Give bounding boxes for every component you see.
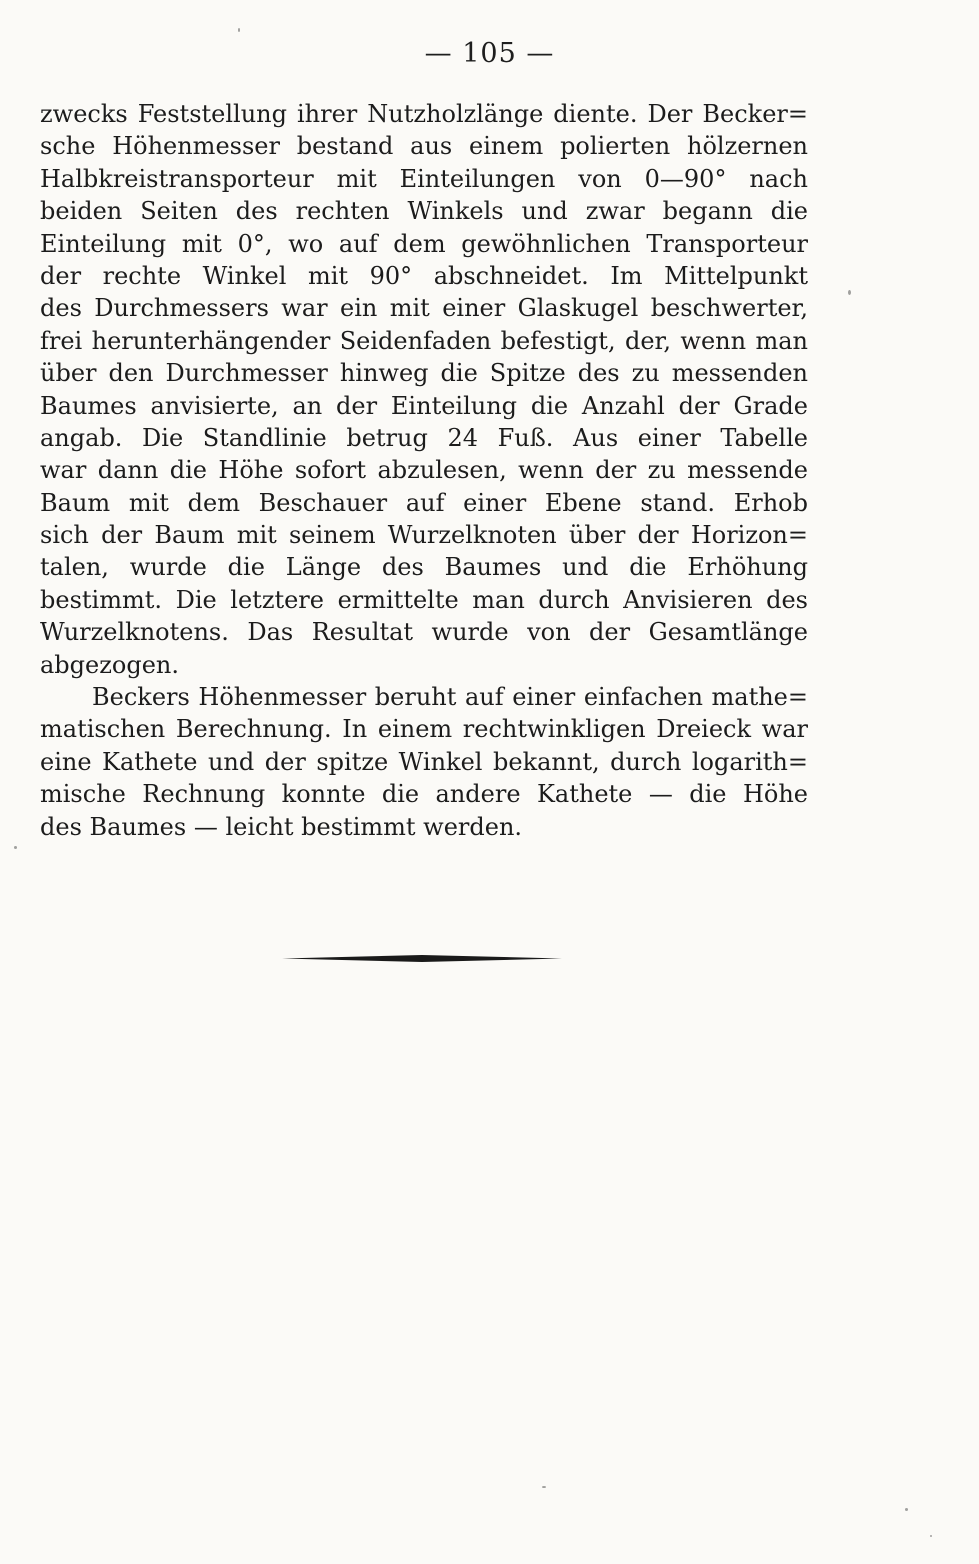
text-line: Wurzelknotens. Das Resultat wurde von der Gesamtlänge (40, 618, 808, 647)
text-line: der rechte Winkel mit 90° abschneidet. Im Mittelpunkt (40, 261, 808, 290)
text-line: eine Kathete und der spitze Winkel bekannt, durch logarith= (40, 747, 808, 776)
text-line: mische Rechnung konnte die andere Kathete — die Höhe (40, 780, 808, 809)
text-line: talen, wurde die Länge des Baumes und die Erhöhung (40, 553, 808, 582)
text-line: matischen Berechnung. In einem rechtwinkligen Dreieck war (40, 715, 808, 744)
paper-speck (238, 28, 240, 32)
text-line: war dann die Höhe sofort abzulesen, wenn der zu messende (40, 456, 808, 485)
paper-speck (905, 1508, 908, 1511)
paper-speck (930, 1535, 932, 1537)
text-line: des Baumes — leicht bestimmt werden. (40, 812, 523, 841)
end-of-chapter-rule (282, 954, 562, 963)
body-text (40, 98, 808, 843)
text-line: Baum mit dem Beschauer auf einer Ebene stand. Erhob (40, 488, 808, 517)
text-line: des Durchmessers war ein mit einer Glaskugel beschwerter, (40, 294, 808, 323)
paragraph-1 (40, 98, 808, 681)
text-line: angab. Die Standlinie betrug 24 Fuß. Aus einer Tabelle (40, 423, 808, 452)
text-line: Beckers Höhenmesser beruht auf einer einfachen mathe= (92, 683, 808, 712)
page-number: — 105 — (424, 38, 555, 69)
paper-speck (14, 846, 17, 849)
text-line: über den Durchmesser hinweg die Spitze des zu messenden (40, 359, 808, 388)
text-line: bestimmt. Die letztere ermittelte man durch Anvisieren des (40, 585, 808, 614)
paper-speck (542, 1486, 546, 1488)
text-line: abgezogen. (40, 650, 179, 679)
text-line: sich der Baum mit seinem Wurzelknoten über der Horizon= (40, 521, 808, 550)
paragraph-2 (40, 681, 808, 843)
text-line: Einteilung mit 0°, wo auf dem gewöhnlichen Transporteur (40, 229, 808, 258)
text-line: Halbkreistransporteur mit Einteilungen von 0—90° nach (40, 164, 808, 193)
text-line: sche Höhenmesser bestand aus einem polierten hölzernen (40, 132, 808, 161)
text-line: beiden Seiten des rechten Winkels und zwar begann die (40, 197, 808, 226)
text-line: Baumes anvisierte, an der Einteilung die Anzahl der Grade (40, 391, 808, 420)
paper-speck (848, 290, 851, 295)
text-line: frei herunterhängender Seidenfaden befestigt, der, wenn man (40, 326, 808, 355)
tapered-rule-icon (282, 954, 562, 963)
text-line: zwecks Feststellung ihrer Nutzholzlänge diente. Der Becker= (40, 100, 808, 128)
